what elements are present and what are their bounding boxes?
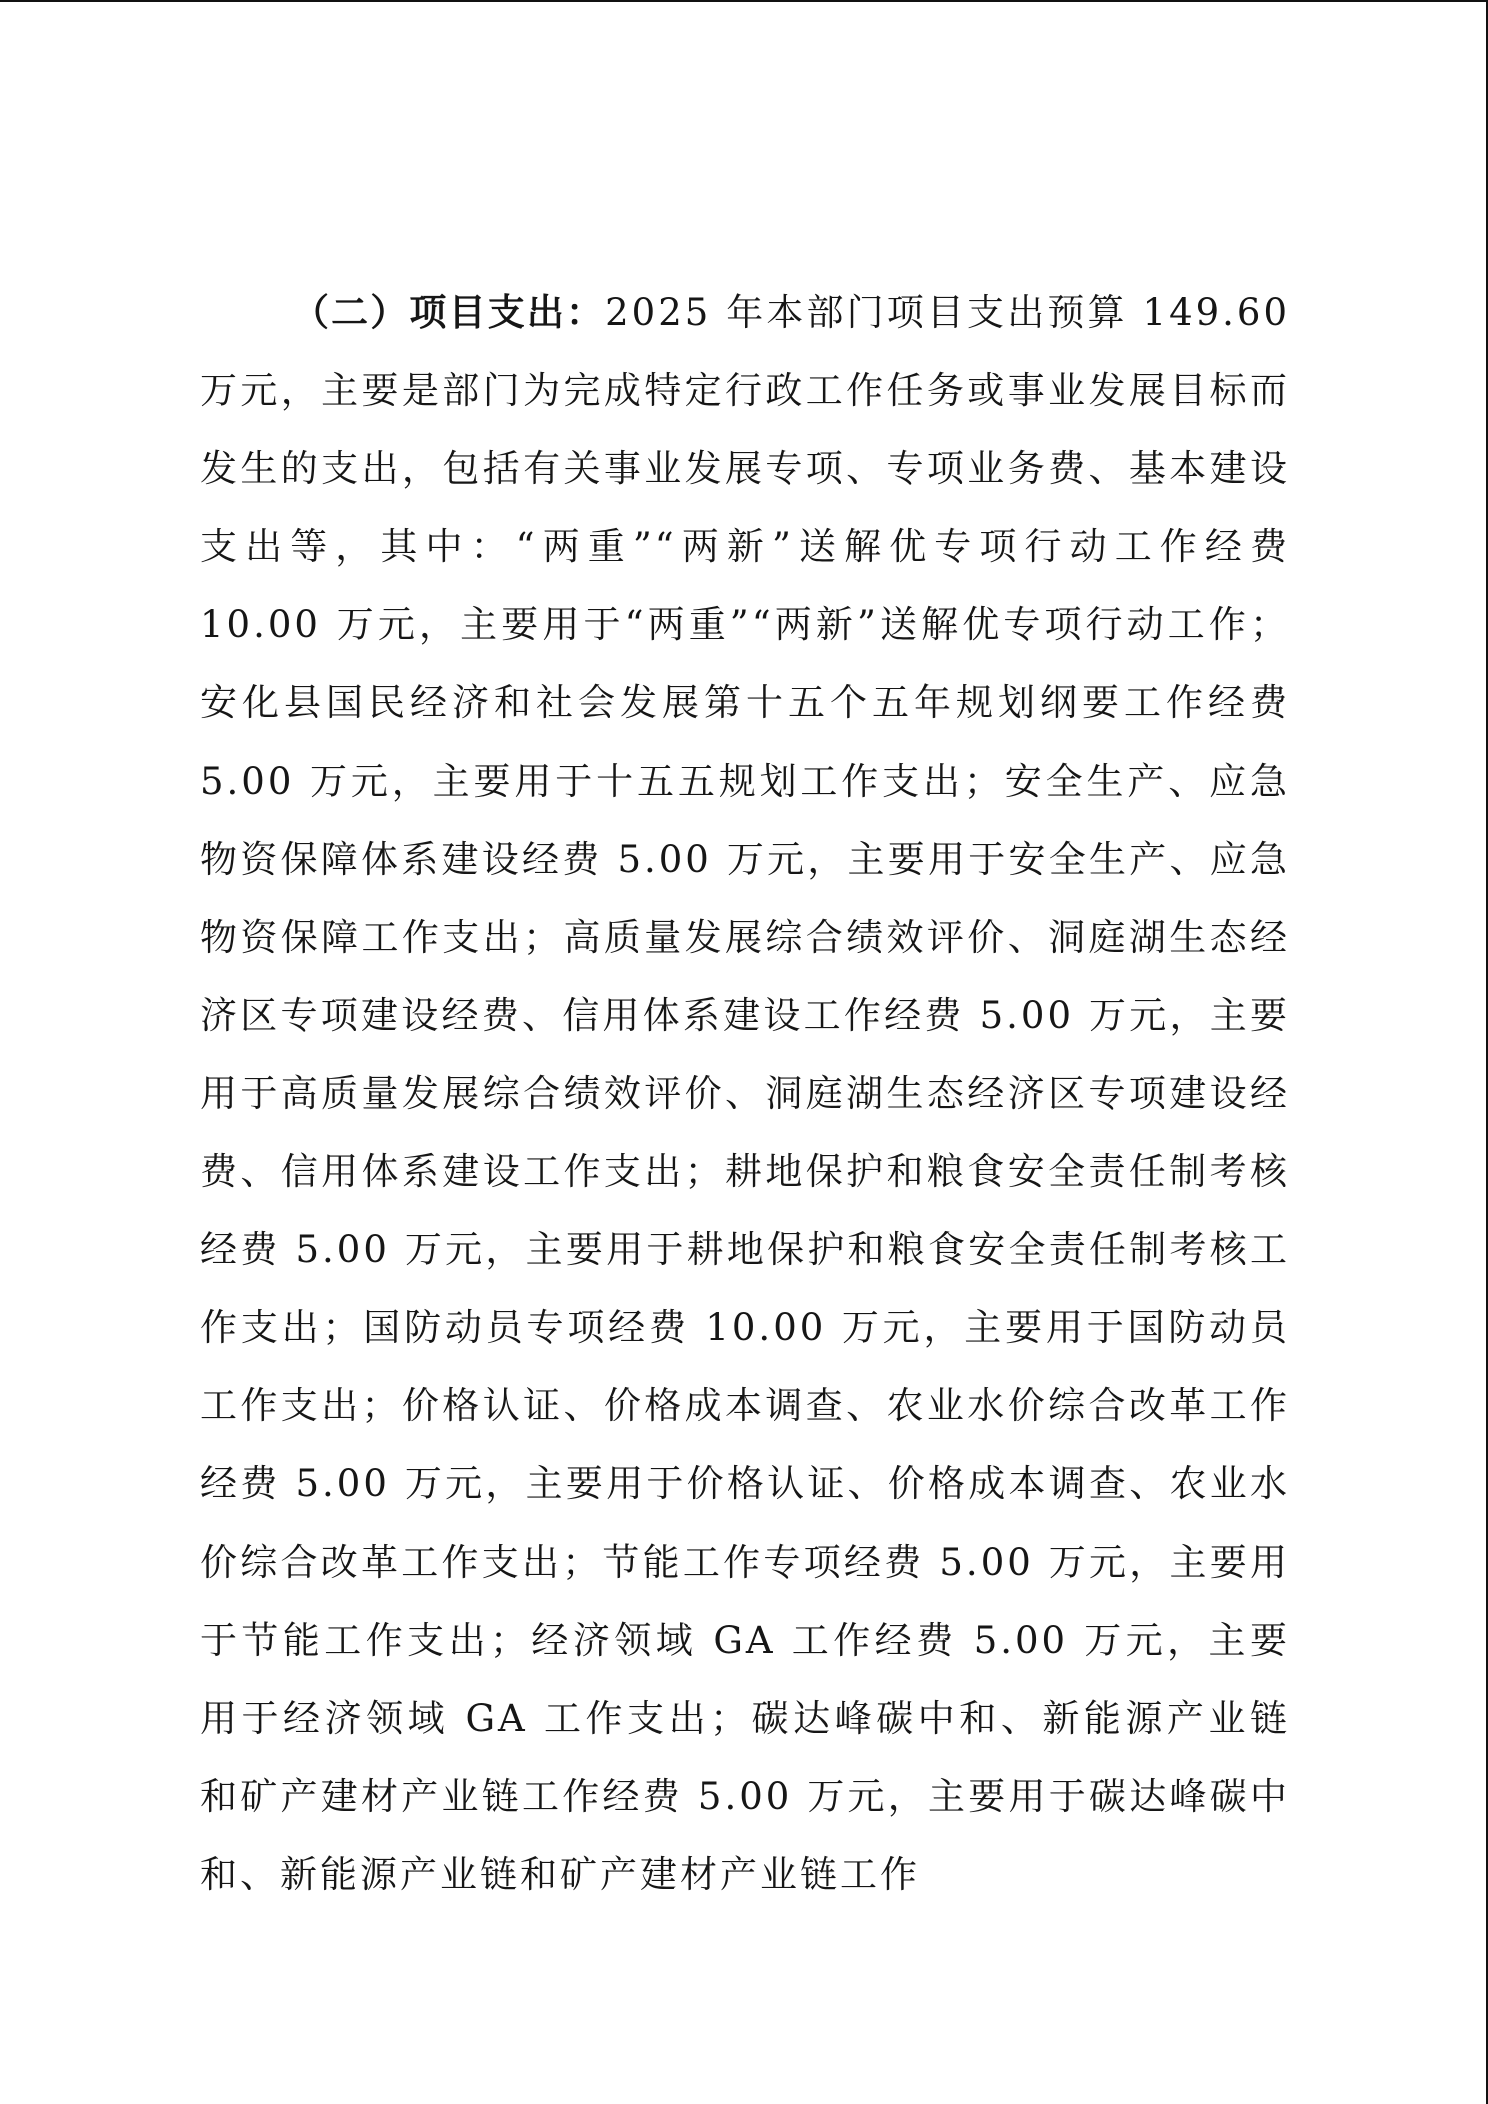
paragraph-text: 2025 年本部门项目支出预算 149.60 万元，主要是部门为完成特定行政工作任务或事业发展目标而发生的支出，包括有关事业发展专项、专项业务费、基本建设支出等，其中：“两重”“两新”送解优专项行动工作经费 10.00 万元，主要用于“两重”“两新”送解优专项行动工作；安化县国民经济和社会发展第十五个五年规划纲要工作经费 5.00 万元，主要用于十五五规划工作支出；安全生产、应急物资保障体系建设经费 5.00 万元，主要用于安全生产、应急物资保障工作支出；高质量发展综合绩效评价、洞庭湖生态经济区专项建设经费、信用体系建设工作经费 5.00 万元，主要用于高质量发展综合绩效评价、洞庭湖生态经济区专项建设经费、信用体系建设工作支出；耕地保护和粮食安全责任制考核经费 5.00 万元，主要用于耕地保护和粮食安全责任制考核工作支出；国防动员专项经费 10.00 万元，主要用于国防动员工作支出；价格认证、价格成本调查、农业水价综合改革工作经费 5.00 万元，主要用于价格认证、价格成本调查、农业水价综合改革工作支出；节能工作专项经费 5.00 万元，主要用于节能工作支出；经济领域 GA 工作经费 5.00 万元，主要用于经济领域 GA 工作支出；碳达峰碳中和、新能源产业链和矿产建材产业链工作经费 5.00 万元，主要用于碳达峰碳中和、新能源产业链和矿产建材产业链工作 <box>200 291 1290 1896</box>
section-heading: （二）项目支出： <box>292 291 606 334</box>
project-expenditure-paragraph <box>200 274 1290 1914</box>
